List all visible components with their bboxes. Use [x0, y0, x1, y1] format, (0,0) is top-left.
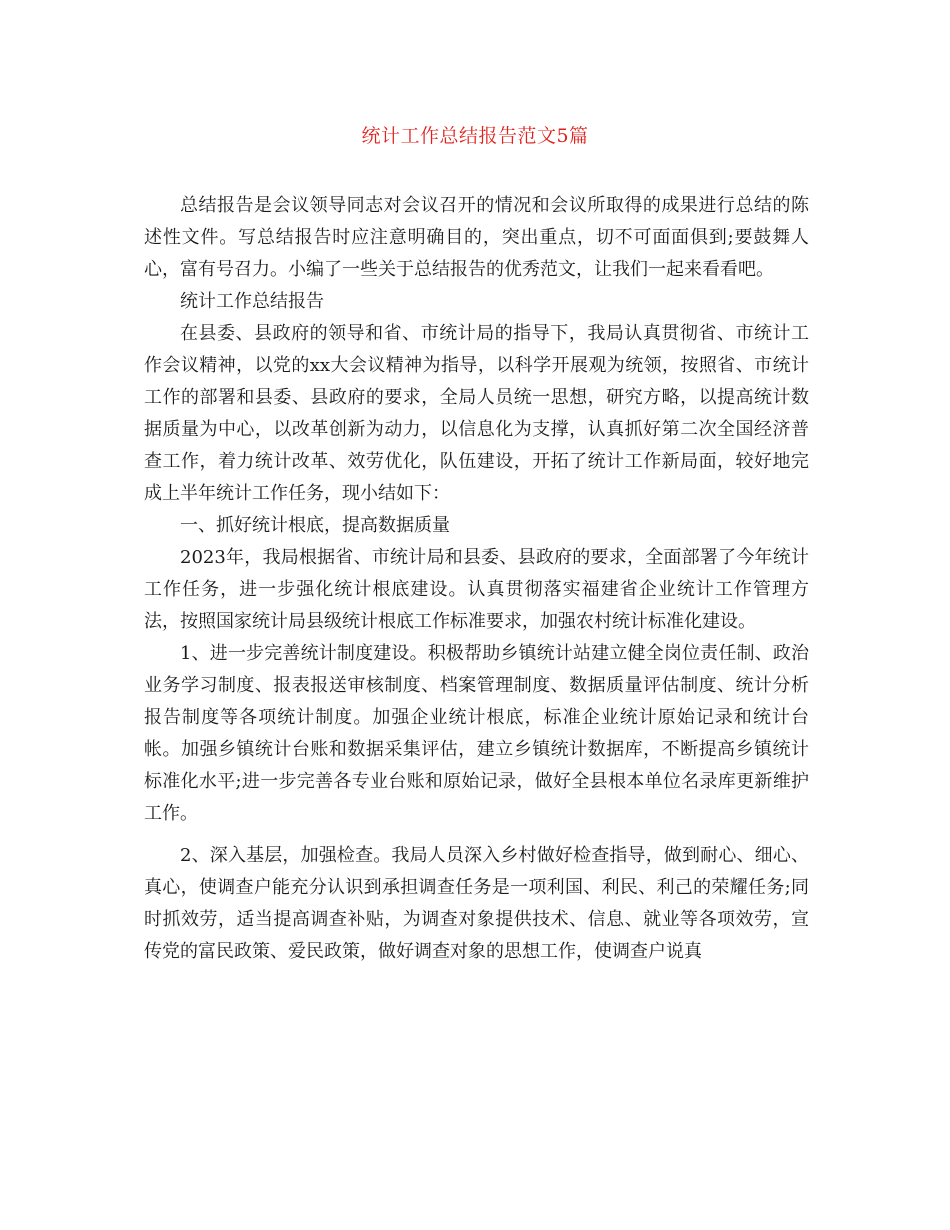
intro-paragraph: 总结报告是会议领导同志对会议召开的情况和会议所取得的成果进行总结的陈述性文件。写总结报告时应注意明确目的，突出重点，切不可面面俱到;要鼓舞人心，富有号召力。小编了一些关于总结报告的优秀范文，让我们一起来看看吧。: [144, 195, 809, 280]
document-body: [144, 190, 809, 968]
section-heading-report: 统计工作总结报告: [180, 291, 324, 312]
section-one-paragraph: 2023年，我局根据省、市统计局和县委、县政府的要求，全面部署了今年统计工作任务，进一步强化统计根底建设。认真贯彻落实福建省企业统计工作管理方法，按照国家统计局县级统计根底工作标准要求，加强农村统计标准化建设。: [144, 547, 809, 632]
item-one-paragraph: 1、进一步完善统计制度建设。积极帮助乡镇统计站建立健全岗位责任制、政治业务学习制度、报表报送审核制度、档案管理制度、数据质量评估制度、统计分析报告制度等各项统计制度。加强企业统计根底，标准企业统计原始记录和统计台帐。加强乡镇统计台账和数据采集评估，建立乡镇统计数据库，不断提高乡镇统计标准化水平;进一步完善各专业台账和原始记录，做好全县根本单位名录库更新维护工作。: [144, 643, 809, 824]
section-heading-one: 一、抓好统计根底，提高数据质量: [180, 515, 450, 536]
item-two-paragraph: 2、深入基层，加强检查。我局人员深入乡村做好检查指导，做到耐心、细心、真心，使调查户能充分认识到承担调查任务是一项利国、利民、利己的荣耀任务;同时抓效劳，适当提高调查补贴，为调查对象提供技术、信息、就业等各项效劳，宣传党的富民政策、爱民政策，做好调查对象的思想工作，使调查户说真: [144, 845, 809, 962]
report-opening-paragraph: 在县委、县政府的领导和省、市统计局的指导下，我局认真贯彻省、市统计工作会议精神，以党的xx大会议精神为指导，以科学开展观为统领，按照省、市统计工作的部署和县委、县政府的要求，全局人员统一思想，研究方略，以提高统计数据质量为中心，以改革创新为动力，以信息化为支撑，认真抓好第二次全国经济普查工作，着力统计改革、效劳优化，队伍建设，开拓了统计工作新局面，较好地完成上半年统计工作任务，现小结如下：: [144, 323, 809, 504]
document-title: 统计工作总结报告范文5篇: [361, 125, 589, 147]
